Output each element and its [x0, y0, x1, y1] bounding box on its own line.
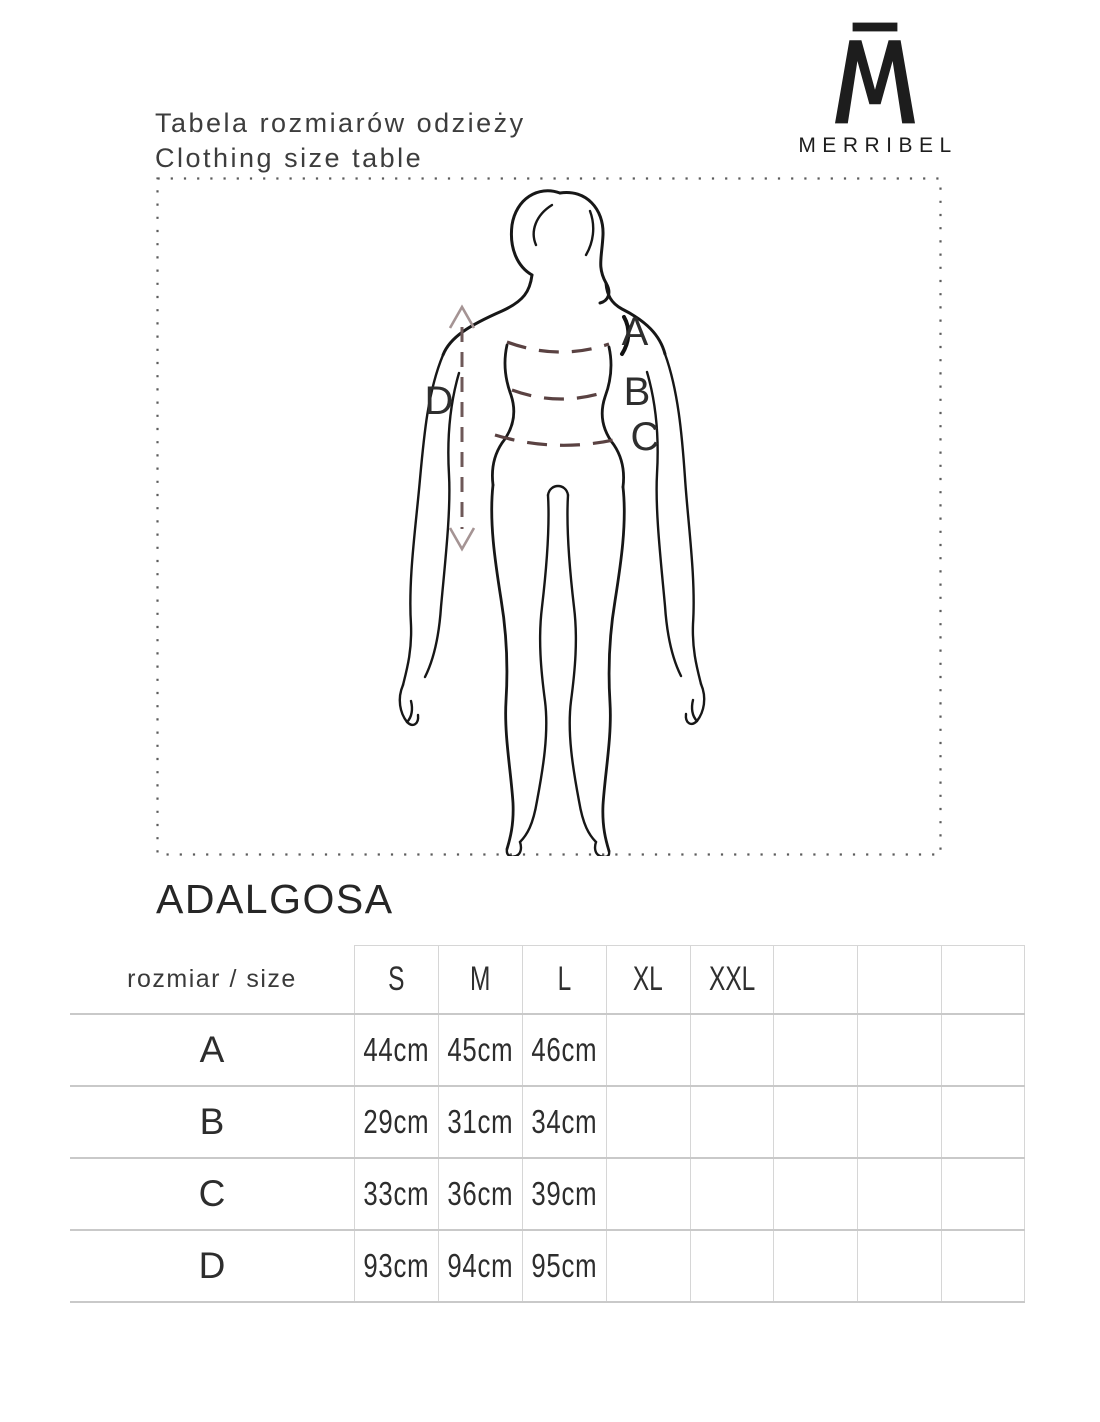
row-label-cell: D	[198, 1245, 226, 1286]
cell-b-xl	[606, 1087, 690, 1157]
cell-a-xl	[606, 1015, 690, 1085]
cell-b-e3	[941, 1087, 1025, 1157]
table-row-a	[70, 1015, 1025, 1087]
measurement-figure-svg	[156, 177, 942, 856]
cell-c-m: 36cm	[438, 1159, 522, 1229]
arrow-up-icon	[450, 307, 474, 328]
cell-d-e3	[941, 1231, 1025, 1301]
table-row-d	[70, 1231, 1025, 1303]
page-title	[155, 106, 526, 176]
cell-a-e2	[857, 1015, 941, 1085]
row-label-cell: B	[199, 1101, 225, 1142]
col-header-l: L	[522, 945, 606, 1013]
cell-b-xxl	[690, 1087, 774, 1157]
waist-line	[512, 390, 605, 399]
col-header-empty-2	[857, 945, 941, 1013]
cell-c-s: 33cm	[354, 1159, 438, 1229]
col-header-empty-3	[941, 945, 1025, 1013]
cell-b-m: 31cm	[438, 1087, 522, 1157]
cell-b-e2	[857, 1087, 941, 1157]
row-label-cell: C	[198, 1173, 226, 1214]
title-english: Clothing size table	[155, 143, 424, 173]
cell-c-e1	[773, 1159, 857, 1229]
label-d: D	[424, 379, 454, 423]
cell-a-e1	[773, 1015, 857, 1085]
col-header-xxl: XXL	[690, 945, 774, 1013]
cell-a-l: 46cm	[522, 1015, 606, 1085]
table-row-b	[70, 1087, 1025, 1159]
cell-a-xxl	[690, 1015, 774, 1085]
cell-d-s: 93cm	[354, 1231, 438, 1301]
label-c: C	[630, 415, 660, 459]
cell-d-xxl	[690, 1231, 774, 1301]
cell-b-e1	[773, 1087, 857, 1157]
cell-c-e3	[941, 1159, 1025, 1229]
title-polish: Tabela rozmiarów odzieży	[155, 108, 526, 138]
size-table-header-row	[70, 945, 1025, 1015]
cell-a-s: 44cm	[354, 1015, 438, 1085]
label-a: A	[621, 310, 649, 354]
table-row-c	[70, 1159, 1025, 1231]
size-table	[70, 945, 1025, 1303]
row-header-label: rozmiar / size	[127, 964, 297, 993]
col-header-xl: XL	[606, 945, 690, 1013]
col-header-empty-1	[773, 945, 857, 1013]
cell-c-xxl	[690, 1159, 774, 1229]
cell-c-l: 39cm	[522, 1159, 606, 1229]
cell-d-m: 94cm	[438, 1231, 522, 1301]
brand-monogram-icon	[811, 20, 939, 126]
product-name: ADALGOSA	[156, 876, 394, 922]
col-header-s: S	[354, 945, 438, 1013]
brand-name: MERRIBEL	[798, 134, 958, 157]
cell-d-xl	[606, 1231, 690, 1301]
hip-line	[495, 435, 622, 445]
bust-line	[507, 342, 609, 352]
cell-b-s: 29cm	[354, 1087, 438, 1157]
row-label-cell: A	[199, 1029, 225, 1070]
cell-a-e3	[941, 1015, 1025, 1085]
row-header-cell	[70, 945, 354, 1013]
measurement-diagram	[156, 177, 942, 856]
cell-d-l: 95cm	[522, 1231, 606, 1301]
cell-d-e2	[857, 1231, 941, 1301]
brand-logo	[790, 20, 960, 158]
arrow-down-icon	[450, 528, 474, 549]
cell-a-m: 45cm	[438, 1015, 522, 1085]
cell-d-e1	[773, 1231, 857, 1301]
cell-c-xl	[606, 1159, 690, 1229]
col-header-m: M	[438, 945, 522, 1013]
label-b: B	[623, 370, 651, 414]
figure-sketch	[400, 191, 704, 856]
cell-b-l: 34cm	[522, 1087, 606, 1157]
cell-c-e2	[857, 1159, 941, 1229]
